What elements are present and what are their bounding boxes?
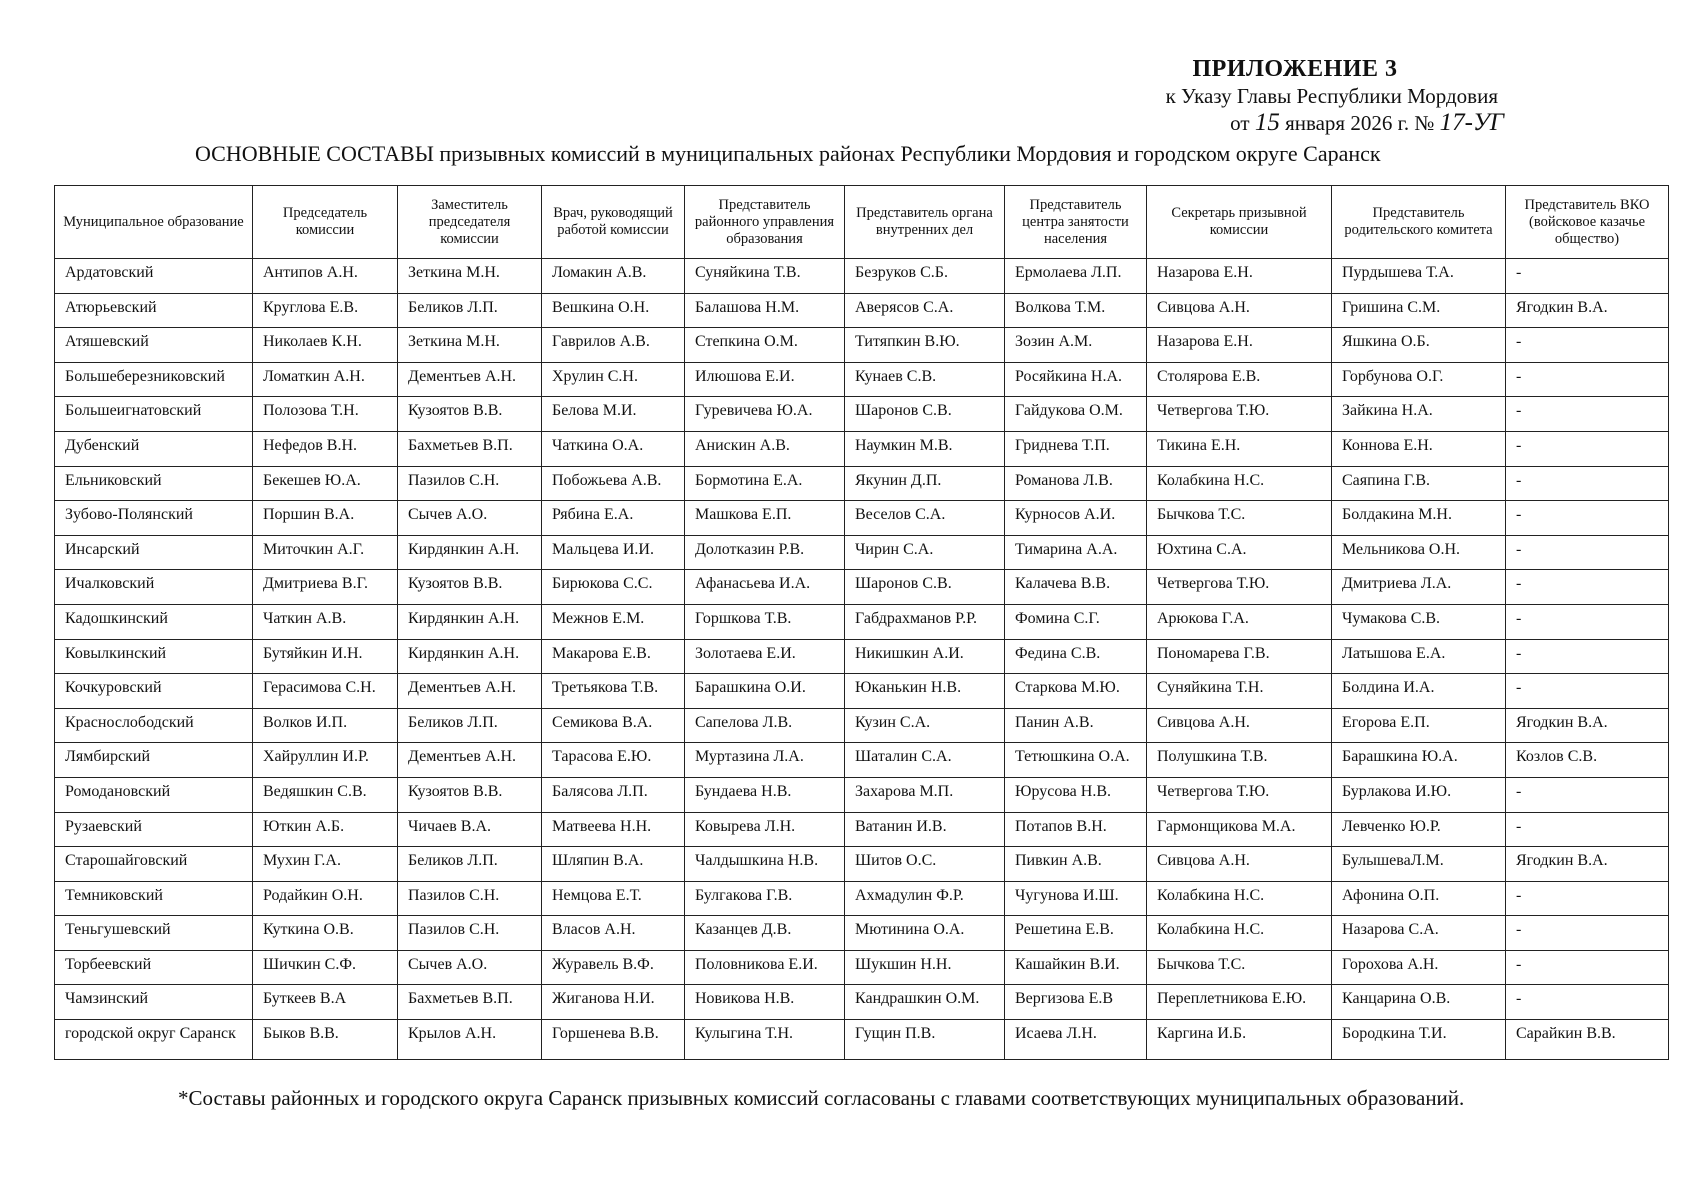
member-cell: Калачева В.В. (1005, 570, 1147, 605)
member-cell: Ягодкин В.А. (1506, 293, 1669, 328)
member-cell: Коннова Е.Н. (1332, 431, 1506, 466)
municipality-cell: Ромодановский (55, 777, 253, 812)
table-row (55, 535, 1669, 570)
member-cell: Журавель В.Ф. (542, 950, 685, 985)
member-cell: - (1506, 570, 1669, 605)
member-cell: Гришина С.М. (1332, 293, 1506, 328)
member-cell: Чичаев В.А. (398, 812, 542, 847)
member-cell: Бутяйкин И.Н. (253, 639, 398, 674)
table-header-row (55, 186, 1669, 259)
member-cell: Горохова А.Н. (1332, 950, 1506, 985)
member-cell: Сивцова А.Н. (1147, 293, 1332, 328)
member-cell: Немцова Е.Т. (542, 881, 685, 916)
member-cell: Власов А.Н. (542, 916, 685, 951)
table-row (55, 466, 1669, 501)
member-cell: Кулыгина Т.Н. (685, 1020, 845, 1060)
member-cell: Козлов С.В. (1506, 743, 1669, 778)
member-cell: Кирдянкин А.Н. (398, 639, 542, 674)
member-cell: Назарова Е.Н. (1147, 259, 1332, 294)
member-cell: - (1506, 397, 1669, 432)
member-cell: Кандрашкин О.М. (845, 985, 1005, 1020)
member-cell: - (1506, 916, 1669, 951)
member-cell: Безруков С.Б. (845, 259, 1005, 294)
member-cell: Егорова Е.П. (1332, 708, 1506, 743)
member-cell: Пазилов С.Н. (398, 466, 542, 501)
member-cell: - (1506, 950, 1669, 985)
member-cell: Решетина Е.В. (1005, 916, 1147, 951)
table-row (55, 259, 1669, 294)
member-cell: Сивцова А.Н. (1147, 847, 1332, 882)
member-cell: Пурдышева Т.А. (1332, 259, 1506, 294)
member-cell: Бекешев Ю.А. (253, 466, 398, 501)
municipality-cell: Ардатовский (55, 259, 253, 294)
member-cell: Пономарева Г.В. (1147, 639, 1332, 674)
member-cell: Жиганова Н.И. (542, 985, 685, 1020)
member-cell: Аверясов С.А. (845, 293, 1005, 328)
member-cell: Беликов Л.П. (398, 708, 542, 743)
table-row (55, 604, 1669, 639)
member-cell: Гайдукова О.М. (1005, 397, 1147, 432)
footnote: *Составы районных и городского округа Саранск призывных комиссий согласованы с главами соответствующих муниципальных образований. (178, 1086, 1465, 1110)
municipality-cell: Дубенский (55, 431, 253, 466)
member-cell: - (1506, 639, 1669, 674)
member-cell: Волков И.П. (253, 708, 398, 743)
member-cell: Бычкова Т.С. (1147, 950, 1332, 985)
member-cell: Пазилов С.Н. (398, 916, 542, 951)
member-cell: Крылов А.Н. (398, 1020, 542, 1060)
member-cell: Гармонщикова М.А. (1147, 812, 1332, 847)
column-header: Муниципальное образование (55, 186, 253, 259)
member-cell: Зеткина М.Н. (398, 259, 542, 294)
member-cell: - (1506, 535, 1669, 570)
member-cell: Полозова Т.Н. (253, 397, 398, 432)
decree-reference: к Указу Главы Республики Мордовия (1165, 84, 1498, 108)
member-cell: Столярова Е.В. (1147, 362, 1332, 397)
municipality-cell: Рузаевский (55, 812, 253, 847)
member-cell: Круглова Е.В. (253, 293, 398, 328)
member-cell: Мютинина О.А. (845, 916, 1005, 951)
member-cell: Пивкин А.В. (1005, 847, 1147, 882)
table-row (55, 985, 1669, 1020)
member-cell: Латышова Е.А. (1332, 639, 1506, 674)
table-row (55, 812, 1669, 847)
member-cell: Федина С.В. (1005, 639, 1147, 674)
appendix-title: ПРИЛОЖЕНИЕ 3 (1192, 56, 1398, 82)
member-cell: Чалдышкина Н.В. (685, 847, 845, 882)
member-cell: Юканькин Н.В. (845, 674, 1005, 709)
member-cell: Герасимова С.Н. (253, 674, 398, 709)
member-cell: Ломаткин А.Н. (253, 362, 398, 397)
member-cell: Гаврилов А.В. (542, 328, 685, 363)
member-cell: Миточкин А.Г. (253, 535, 398, 570)
member-cell: Горшкова Т.В. (685, 604, 845, 639)
member-cell: Вешкина О.Н. (542, 293, 685, 328)
member-cell: Степкина О.М. (685, 328, 845, 363)
member-cell: Зозин А.М. (1005, 328, 1147, 363)
member-cell: Гуревичева Ю.А. (685, 397, 845, 432)
member-cell: Исаева Л.Н. (1005, 1020, 1147, 1060)
table-row (55, 570, 1669, 605)
member-cell: Четвергова Т.Ю. (1147, 777, 1332, 812)
member-cell: Каргина И.Б. (1147, 1020, 1332, 1060)
member-cell: Четвергова Т.Ю. (1147, 570, 1332, 605)
member-cell: Бирюкова С.С. (542, 570, 685, 605)
table-row (55, 950, 1669, 985)
table-row (55, 881, 1669, 916)
member-cell: Беликов Л.П. (398, 293, 542, 328)
member-cell: Горбунова О.Г. (1332, 362, 1506, 397)
member-cell: Тимарина А.А. (1005, 535, 1147, 570)
member-cell: Шичкин С.Ф. (253, 950, 398, 985)
table-row (55, 743, 1669, 778)
member-cell: Хайруллин И.Р. (253, 743, 398, 778)
table-row (55, 708, 1669, 743)
table-row (55, 916, 1669, 951)
member-cell: Золотаева Е.И. (685, 639, 845, 674)
table-row (55, 362, 1669, 397)
member-cell: Панин А.В. (1005, 708, 1147, 743)
member-cell: Романова Л.В. (1005, 466, 1147, 501)
member-cell: Росяйкина Н.А. (1005, 362, 1147, 397)
member-cell: Бундаева Н.В. (685, 777, 845, 812)
member-cell: Ковырева Л.Н. (685, 812, 845, 847)
member-cell: Родайкин О.Н. (253, 881, 398, 916)
member-cell: Наумкин М.В. (845, 431, 1005, 466)
member-cell: Ягодкин В.А. (1506, 847, 1669, 882)
member-cell: Белова М.И. (542, 397, 685, 432)
member-cell: Вергизова Е.В (1005, 985, 1147, 1020)
column-header: Представитель родительского комитета (1332, 186, 1506, 259)
member-cell: Никишкин А.И. (845, 639, 1005, 674)
member-cell: Переплетникова Е.Ю. (1147, 985, 1332, 1020)
column-header: Врач, руководящий работой комиссии (542, 186, 685, 259)
table-row (55, 1020, 1669, 1060)
member-cell: Арюкова Г.А. (1147, 604, 1332, 639)
member-cell: Зеткина М.Н. (398, 328, 542, 363)
member-cell: Чаткина О.А. (542, 431, 685, 466)
member-cell: Бородкина Т.И. (1332, 1020, 1506, 1060)
document-header (1080, 55, 1510, 137)
municipality-cell: Торбеевский (55, 950, 253, 985)
member-cell: Дмитриева В.Г. (253, 570, 398, 605)
member-cell: Юхтина С.А. (1147, 535, 1332, 570)
municipality-cell: Кадошкинский (55, 604, 253, 639)
member-cell: Ермолаева Л.П. (1005, 259, 1147, 294)
member-cell: Кирдянкин А.Н. (398, 604, 542, 639)
member-cell: Колабкина Н.С. (1147, 916, 1332, 951)
member-cell: Муртазина Л.А. (685, 743, 845, 778)
member-cell: Шаталин С.А. (845, 743, 1005, 778)
table-row (55, 328, 1669, 363)
column-header: Секретарь призывной комиссии (1147, 186, 1332, 259)
member-cell: Семикова В.А. (542, 708, 685, 743)
member-cell: Сивцова А.Н. (1147, 708, 1332, 743)
member-cell: Кашайкин В.И. (1005, 950, 1147, 985)
member-cell: Чаткин А.В. (253, 604, 398, 639)
member-cell: Барашкина О.И. (685, 674, 845, 709)
member-cell: Гриднева Т.П. (1005, 431, 1147, 466)
municipality-cell: Ковылкинский (55, 639, 253, 674)
municipality-cell: Старошайговский (55, 847, 253, 882)
member-cell: Мальцева И.И. (542, 535, 685, 570)
member-cell: Сарайкин В.В. (1506, 1020, 1669, 1060)
municipality-cell: Лямбирский (55, 743, 253, 778)
member-cell: Назарова С.А. (1332, 916, 1506, 951)
member-cell: Потапов В.Н. (1005, 812, 1147, 847)
member-cell: Афонина О.П. (1332, 881, 1506, 916)
member-cell: Анискин А.В. (685, 431, 845, 466)
member-cell: Тарасова Е.Ю. (542, 743, 685, 778)
member-cell: Яшкина О.Б. (1332, 328, 1506, 363)
decree-date (1080, 109, 1510, 137)
member-cell: - (1506, 777, 1669, 812)
member-cell: Кузин С.А. (845, 708, 1005, 743)
table-row (55, 293, 1669, 328)
member-cell: Волкова Т.М. (1005, 293, 1147, 328)
table-row (55, 847, 1669, 882)
member-cell: Суняйкина Т.В. (685, 259, 845, 294)
member-cell: - (1506, 812, 1669, 847)
municipality-cell: городской округ Саранск (55, 1020, 253, 1060)
member-cell: Дементьев А.Н. (398, 743, 542, 778)
member-cell: Тетюшкина О.А. (1005, 743, 1147, 778)
member-cell: Долотказин Р.В. (685, 535, 845, 570)
member-cell: Хрулин С.Н. (542, 362, 685, 397)
member-cell: Машкова Е.П. (685, 501, 845, 536)
table-body (55, 259, 1669, 1060)
member-cell: Чумакова С.В. (1332, 604, 1506, 639)
column-header: Представитель органа внутренних дел (845, 186, 1005, 259)
member-cell: Афанасьева И.А. (685, 570, 845, 605)
column-header: Представитель районного управления образования (685, 186, 845, 259)
member-cell: Сычев А.О. (398, 950, 542, 985)
member-cell: Веселов С.А. (845, 501, 1005, 536)
municipality-cell: Кочкуровский (55, 674, 253, 709)
column-header: Заместитель председателя комиссии (398, 186, 542, 259)
document-title: ОСНОВНЫЕ СОСТАВЫ призывных комиссий в муниципальных районах Республики Мордовия и городском округе Саранск (195, 141, 1381, 166)
member-cell: - (1506, 674, 1669, 709)
member-cell: Бахметьев В.П. (398, 985, 542, 1020)
member-cell: Титяпкин В.Ю. (845, 328, 1005, 363)
member-cell: Левченко Ю.Р. (1332, 812, 1506, 847)
member-cell: Межнов Е.М. (542, 604, 685, 639)
member-cell: Новикова Н.В. (685, 985, 845, 1020)
member-cell: - (1506, 431, 1669, 466)
member-cell: Болдакина М.Н. (1332, 501, 1506, 536)
member-cell: - (1506, 328, 1669, 363)
member-cell: Кунаев С.В. (845, 362, 1005, 397)
municipality-cell: Теньгушевский (55, 916, 253, 951)
member-cell: Сапелова Л.В. (685, 708, 845, 743)
column-header: Председатель комиссии (253, 186, 398, 259)
member-cell: Шаронов С.В. (845, 570, 1005, 605)
member-cell: Канцарина О.В. (1332, 985, 1506, 1020)
municipality-cell: Большеигнатовский (55, 397, 253, 432)
member-cell: Суняйкина Т.Н. (1147, 674, 1332, 709)
member-cell: Саяпина Г.В. (1332, 466, 1506, 501)
member-cell: Бахметьев В.П. (398, 431, 542, 466)
member-cell: Курносов А.И. (1005, 501, 1147, 536)
member-cell: Макарова Е.В. (542, 639, 685, 674)
member-cell: Ломакин А.В. (542, 259, 685, 294)
member-cell: Николаев К.Н. (253, 328, 398, 363)
member-cell: - (1506, 466, 1669, 501)
member-cell: Дементьев А.Н. (398, 362, 542, 397)
member-cell: Бурлакова И.Ю. (1332, 777, 1506, 812)
table-row (55, 639, 1669, 674)
member-cell: Колабкина Н.С. (1147, 881, 1332, 916)
member-cell: Чирин С.А. (845, 535, 1005, 570)
member-cell: Мельникова О.Н. (1332, 535, 1506, 570)
member-cell: Гущин П.В. (845, 1020, 1005, 1060)
table-row (55, 397, 1669, 432)
member-cell: Балясова Л.П. (542, 777, 685, 812)
member-cell: Дементьев А.Н. (398, 674, 542, 709)
member-cell: Назарова Е.Н. (1147, 328, 1332, 363)
member-cell: Третьякова Т.В. (542, 674, 685, 709)
member-cell: - (1506, 985, 1669, 1020)
member-cell: Антипов А.Н. (253, 259, 398, 294)
decree-number: 17-УГ (1439, 109, 1504, 136)
column-header: Представитель центра занятости населения (1005, 186, 1147, 259)
municipality-cell: Ичалковский (55, 570, 253, 605)
member-cell: Побожьева А.В. (542, 466, 685, 501)
member-cell: Казанцев Д.В. (685, 916, 845, 951)
member-cell: Захарова М.П. (845, 777, 1005, 812)
municipality-cell: Ельниковский (55, 466, 253, 501)
municipality-cell: Чамзинский (55, 985, 253, 1020)
date-rest: января 2026 г. № (1285, 111, 1435, 135)
member-cell: Быков В.В. (253, 1020, 398, 1060)
member-cell: БулышеваЛ.М. (1332, 847, 1506, 882)
member-cell: Кузоятов В.В. (398, 570, 542, 605)
member-cell: Габдрахманов Р.Р. (845, 604, 1005, 639)
member-cell: Колабкина Н.С. (1147, 466, 1332, 501)
municipality-cell: Инсарский (55, 535, 253, 570)
member-cell: Бычкова Т.С. (1147, 501, 1332, 536)
table-row (55, 431, 1669, 466)
column-header: Представитель ВКО (войсковое казачье общество) (1506, 186, 1669, 259)
member-cell: Якунин Д.П. (845, 466, 1005, 501)
member-cell: Беликов Л.П. (398, 847, 542, 882)
member-cell: Ахмадулин Ф.Р. (845, 881, 1005, 916)
member-cell: Шукшин Н.Н. (845, 950, 1005, 985)
member-cell: Нефедов В.Н. (253, 431, 398, 466)
member-cell: Чугунова И.Ш. (1005, 881, 1147, 916)
member-cell: Булгакова Г.В. (685, 881, 845, 916)
member-cell: Пазилов С.Н. (398, 881, 542, 916)
municipality-cell: Атюрьевский (55, 293, 253, 328)
table-row (55, 501, 1669, 536)
member-cell: Болдина И.А. (1332, 674, 1506, 709)
member-cell: Горшенева В.В. (542, 1020, 685, 1060)
member-cell: Зайкина Н.А. (1332, 397, 1506, 432)
member-cell: Старкова М.Ю. (1005, 674, 1147, 709)
municipality-cell: Краснослободский (55, 708, 253, 743)
date-day: 15 (1254, 109, 1280, 136)
member-cell: Юрусова Н.В. (1005, 777, 1147, 812)
municipality-cell: Атяшевский (55, 328, 253, 363)
member-cell: Тикина Е.Н. (1147, 431, 1332, 466)
member-cell: Кирдянкин А.Н. (398, 535, 542, 570)
municipality-cell: Большеберезниковский (55, 362, 253, 397)
member-cell: Илюшова Е.И. (685, 362, 845, 397)
municipality-cell: Зубово-Полянский (55, 501, 253, 536)
member-cell: Шитов О.С. (845, 847, 1005, 882)
date-prefix: от (1230, 111, 1250, 135)
member-cell: Балашова Н.М. (685, 293, 845, 328)
member-cell: Ведяшкин С.В. (253, 777, 398, 812)
member-cell: Кузоятов В.В. (398, 397, 542, 432)
member-cell: Бормотина Е.А. (685, 466, 845, 501)
member-cell: Дмитриева Л.А. (1332, 570, 1506, 605)
member-cell: Буткеев В.А (253, 985, 398, 1020)
member-cell: Ватанин И.В. (845, 812, 1005, 847)
member-cell: Барашкина Ю.А. (1332, 743, 1506, 778)
member-cell: Ягодкин В.А. (1506, 708, 1669, 743)
member-cell: Четвергова Т.Ю. (1147, 397, 1332, 432)
member-cell: Сычев А.О. (398, 501, 542, 536)
member-cell: Рябина Е.А. (542, 501, 685, 536)
member-cell: - (1506, 362, 1669, 397)
municipality-cell: Темниковский (55, 881, 253, 916)
member-cell: Поршин В.А. (253, 501, 398, 536)
member-cell: Кузоятов В.В. (398, 777, 542, 812)
table-row (55, 777, 1669, 812)
member-cell: Юткин А.Б. (253, 812, 398, 847)
commission-table (54, 185, 1669, 1060)
member-cell: - (1506, 881, 1669, 916)
member-cell: Мухин Г.А. (253, 847, 398, 882)
table-row (55, 674, 1669, 709)
member-cell: Фомина С.Г. (1005, 604, 1147, 639)
member-cell: Половникова Е.И. (685, 950, 845, 985)
member-cell: - (1506, 259, 1669, 294)
member-cell: Куткина О.В. (253, 916, 398, 951)
member-cell: Шляпин В.А. (542, 847, 685, 882)
member-cell: - (1506, 604, 1669, 639)
member-cell: - (1506, 501, 1669, 536)
member-cell: Шаронов С.В. (845, 397, 1005, 432)
member-cell: Полушкина Т.В. (1147, 743, 1332, 778)
member-cell: Матвеева Н.Н. (542, 812, 685, 847)
